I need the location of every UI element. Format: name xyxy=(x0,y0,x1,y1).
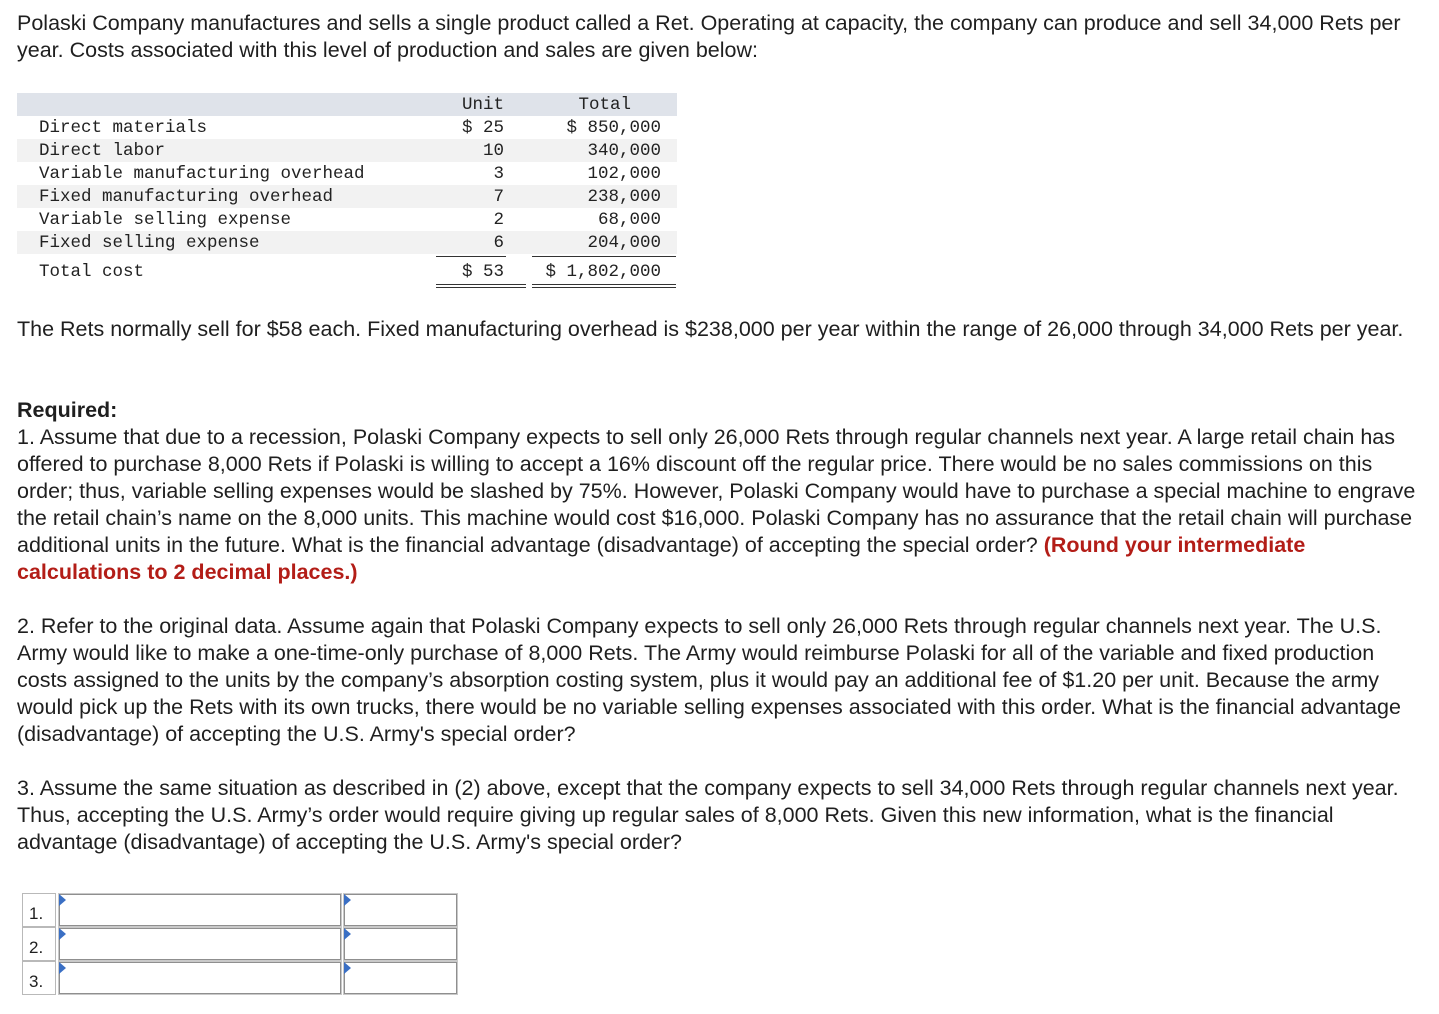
cost-row-fixed-selling xyxy=(17,231,677,254)
total-column-header: Total xyxy=(578,95,631,115)
answer-row-number: 3. xyxy=(22,961,56,995)
double-rule-top-total xyxy=(532,284,676,285)
cost-row-unit: 3 xyxy=(493,164,504,184)
dropdown-triangle-icon xyxy=(59,962,66,974)
answer-row-number: 1. xyxy=(22,893,56,927)
unit-column-header: Unit xyxy=(461,95,504,115)
total-cost-label: Total cost xyxy=(39,262,145,282)
question-1-text: 1. Assume that due to a recession, Polaski Company expects to sell only 26,000 Rets through regular channels next year. A large retail chain has offered to purchase 8,000 Rets if Polaski is willing to accept a 16% discount off the regular price. There would be no sales commissions on this order; thus, variable selling expenses would be slashed by 75%. However, Polaski Company would have to purchase a special machine to engrave the retail chain’s name on the 8,000 units. This machine would cost $16,000. Polaski Company has no assurance that the retail chain will purchase additional units in the future. What is the financial advantage (disadvantage) of accepting the special order? xyxy=(17,425,1416,557)
cost-row-unit: 6 xyxy=(493,233,504,253)
answer-row xyxy=(22,961,462,995)
cost-row-label: Variable manufacturing overhead xyxy=(39,164,365,184)
cost-row-total: 68,000 xyxy=(597,210,661,230)
cost-row-label: Variable selling expense xyxy=(39,210,292,230)
question-2: 2. Refer to the original data. Assume again that Polaski Company expects to sell only 26,000 Rets through regular channels next year. The U.S. Army would like to make a one-time-only purchase of 8,000 Rets. The Army would reimburse Polaski for all of the variable and fixed production costs assigned to the units by the company’s absorption costing system, plus it would pay an additional fee of $1.20 per unit. Because the army would pick up the Rets with its own trucks, there would be no variable selling expenses associated with this order. What is the financial advantage (disadvantage) of accepting the U.S. Army's special order? xyxy=(17,614,1401,746)
answer-2-amount-input[interactable] xyxy=(344,928,457,960)
answer-grid xyxy=(22,893,462,995)
answer-3-amount-input[interactable] xyxy=(344,962,457,994)
cost-row-total-cost xyxy=(17,254,677,284)
cost-row-label: Fixed selling expense xyxy=(39,233,260,253)
dropdown-triangle-icon xyxy=(344,928,351,940)
total-cost-total: $ 1,802,000 xyxy=(545,262,661,282)
question-3: 3. Assume the same situation as described in (2) above, except that the company expects to sell 34,000 Rets through regular channels next year. Thus, accepting the U.S. Army’s order would require giving up regular sales of 8,000 Rets. Given this new information, what is the financial advantage (disadvantage) of accepting the U.S. Army's special order? xyxy=(17,776,1399,854)
cost-row-direct-labor xyxy=(17,139,677,162)
total-subtotal-rule xyxy=(532,256,676,257)
cost-row-variable-selling xyxy=(17,208,677,231)
unit-subtotal-rule xyxy=(436,256,506,257)
cost-row-unit: 10 xyxy=(482,141,504,161)
cost-row-label: Direct materials xyxy=(39,118,208,138)
cost-table xyxy=(17,93,677,284)
answer-row xyxy=(22,927,462,961)
dropdown-triangle-icon xyxy=(344,894,351,906)
dropdown-triangle-icon xyxy=(59,894,66,906)
answer-row-number: 2. xyxy=(22,927,56,961)
cost-row-unit: 2 xyxy=(493,210,504,230)
answer-1-label-dropdown[interactable] xyxy=(59,894,341,926)
answer-3-label-dropdown[interactable] xyxy=(59,962,341,994)
cost-row-total: 238,000 xyxy=(587,187,661,207)
question-1 xyxy=(17,397,1427,586)
cost-row-label: Direct labor xyxy=(39,141,166,161)
cost-row-unit: $ 25 xyxy=(461,118,504,138)
cost-row-label: Fixed manufacturing overhead xyxy=(39,187,334,207)
cost-row-variable-mfg-overhead xyxy=(17,162,677,185)
cost-row-total: 340,000 xyxy=(587,141,661,161)
answer-2-label-dropdown[interactable] xyxy=(59,928,341,960)
cost-row-total: $ 850,000 xyxy=(566,118,661,138)
answer-1-amount-input[interactable] xyxy=(344,894,457,926)
cost-row-fixed-mfg-overhead xyxy=(17,185,677,208)
cost-row-total: 204,000 xyxy=(587,233,661,253)
double-rule-bottom xyxy=(436,287,526,288)
cost-row-direct-materials xyxy=(17,116,677,139)
pricing-paragraph: The Rets normally sell for $58 each. Fixed manufacturing overhead is $238,000 per year within the range of 26,000 through 34,000 Rets per year. xyxy=(17,317,1404,341)
double-rule-top xyxy=(436,284,526,285)
cost-table-header xyxy=(17,93,677,116)
cost-row-unit: 7 xyxy=(493,187,504,207)
dropdown-triangle-icon xyxy=(344,962,351,974)
total-cost-unit: $ 53 xyxy=(461,262,504,282)
required-heading: Required: xyxy=(17,398,118,422)
answer-row xyxy=(22,893,462,927)
intro-paragraph: Polaski Company manufactures and sells a single product called a Ret. Operating at capacity, the company can produce and sell 34,000 Rets per year. Costs associated with this level of production and sales are given below: xyxy=(17,11,1401,62)
double-rule-bottom-total xyxy=(532,287,676,288)
dropdown-triangle-icon xyxy=(59,928,66,940)
rounding-note: (Round your intermediate calculations to 2 decimal places.) xyxy=(17,533,1306,584)
cost-row-total: 102,000 xyxy=(587,164,661,184)
